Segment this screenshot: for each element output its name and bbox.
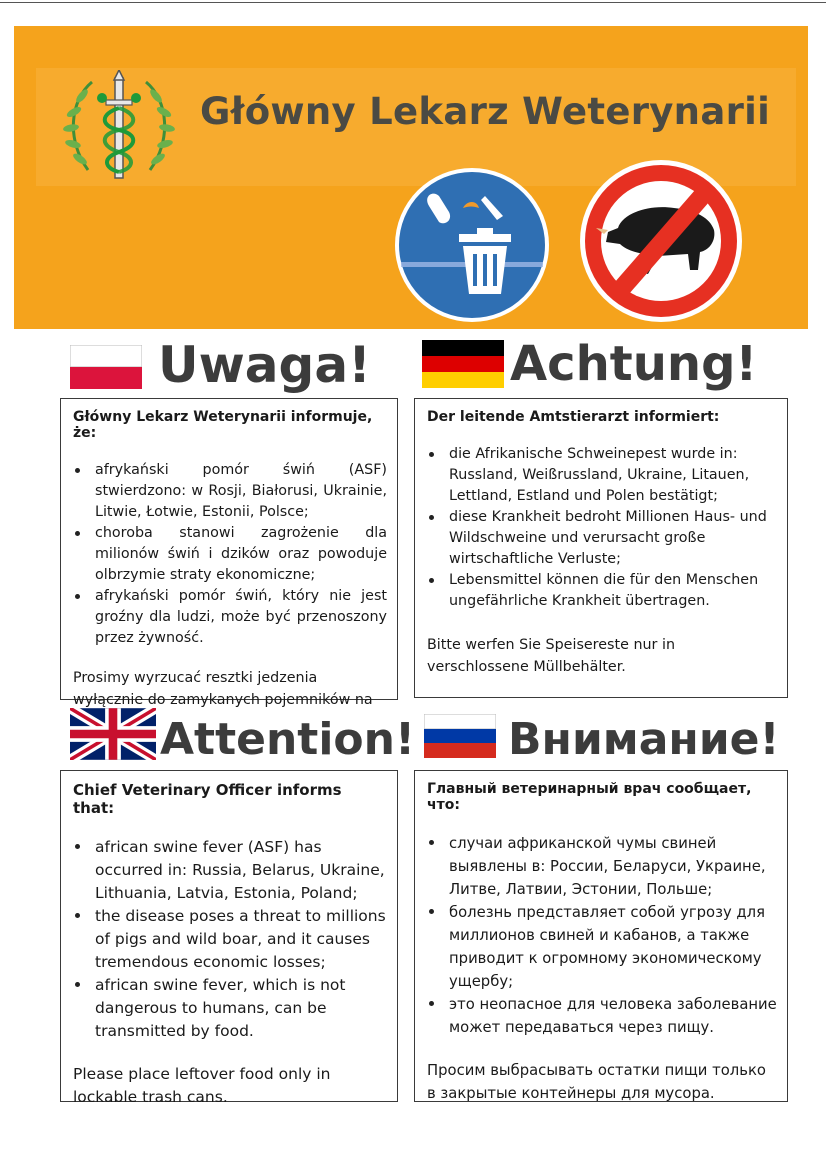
bullet-item: african swine fever (ASF) has occurred in: Russia, Belarus, Ukraine, Lithuania, Latvia, Estonia, Poland;	[73, 836, 387, 905]
bullet-item: afrykański pomór świń, który nie jest groźny dla ludzi, może być przenoszony przez żywność.	[73, 586, 387, 649]
uk-flag-icon	[70, 708, 156, 760]
bullet-item: Lebensmittel können die für den Menschen ungefährliche Krankheit übertragen.	[427, 570, 777, 612]
page-title: Główny Lekarz Weterynarii	[200, 90, 771, 133]
bullet-item: это неопасное для человека заболевание может передаваться через пищу.	[427, 993, 777, 1039]
bullet-item: случаи африканской чумы свиней выявлены в: России, Беларуси, Украине, Литве, Латвии, Эстонии, Польше;	[427, 832, 777, 901]
bullet-item: die Afrikanische Schweinepest wurde in: Russland, Weißrussland, Ukraine, Litauen, Lettland, Estland und Polen bestätigt;	[427, 444, 777, 507]
dispose-food-bin-icon	[393, 166, 551, 324]
heading-de: Achtung!	[510, 336, 758, 392]
bullet-item: diese Krankheit bedroht Millionen Haus- und Wildschweine und verursacht große wirtschaftliche Verluste;	[427, 507, 777, 570]
bullet-item: afrykański pomór świń (ASF) stwierdzono: w Rosji, Białorusi, Ukrainie, Litwie, Łotwie, Estonii, Polsce;	[73, 460, 387, 523]
poland-flag-icon	[70, 345, 142, 389]
info-box-ru	[414, 770, 788, 1102]
heading-pl: Uwaga!	[158, 336, 371, 394]
closing-ru: Просим выбрасывать остатки пищи только в закрытые контейнеры для мусора.	[427, 1062, 766, 1102]
bullet-list-de	[427, 444, 777, 612]
germany-flag-icon	[422, 340, 504, 388]
russia-flag-icon	[424, 714, 496, 758]
info-box-pl	[60, 398, 398, 708]
bullet-item: choroba stanowi zagrożenie dla milionów świń i dzików oraz powoduje olbrzymie straty ekonomiczne;	[73, 523, 387, 586]
closing-en: Please place leftover food only in lockable trash cans.	[73, 1065, 331, 1106]
veterinary-logo-icon	[40, 70, 198, 188]
closing-de: Bitte werfen Sie Speisereste nur in verschlossene Müllbehälter.	[427, 637, 676, 675]
intro-ru: Главный ветеринарный врач сообщает, что:	[427, 781, 752, 813]
bullet-item: african swine fever, which is not dangerous to humans, can be transmitted by food.	[73, 974, 387, 1043]
intro-de: Der leitende Amtstierarzt informiert:	[427, 409, 720, 425]
info-box-de	[414, 398, 788, 698]
info-box-en	[60, 770, 398, 1106]
bullet-item: болезнь представляет собой угрозу для миллионов свиней и кабанов, а также приводит к огромному экономическому ущербу;	[427, 901, 777, 993]
no-wild-boar-icon	[578, 158, 744, 324]
bullet-item: the disease poses a threat to millions of pigs and wild boar, and it causes tremendous economic losses;	[73, 905, 387, 974]
heading-en: Attention!	[160, 714, 416, 765]
intro-pl: Główny Lekarz Weterynarii informuje, że:	[73, 409, 373, 441]
heading-ru: Внимание!	[508, 714, 780, 765]
bullet-list-pl	[73, 460, 387, 649]
closing-pl: Prosimy wyrzucać resztki jedzenia wyłącznie do zamykanych pojemników na	[73, 670, 373, 708]
bullet-list-ru	[427, 832, 777, 1039]
bullet-list-en	[73, 836, 387, 1043]
intro-en: Chief Veterinary Officer informs that:	[73, 781, 342, 817]
top-rule	[0, 2, 826, 3]
